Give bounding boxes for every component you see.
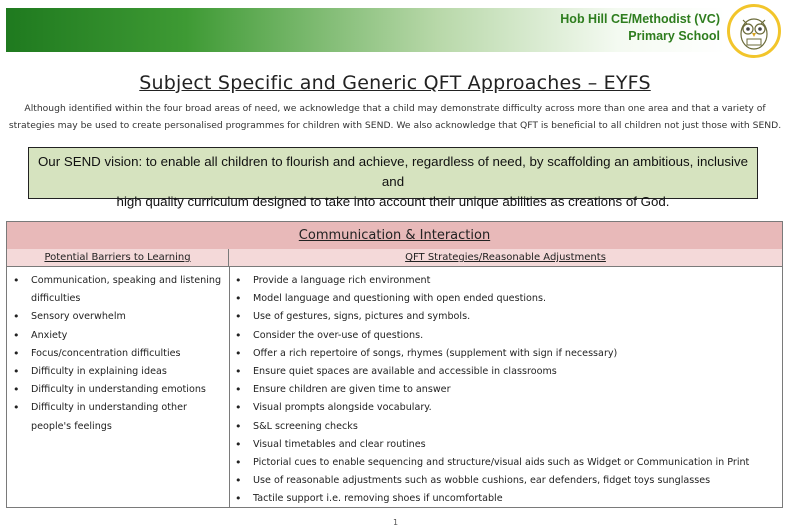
vision-box <box>28 147 758 209</box>
strategy-item: • Ensure quiet spaces are available and accessible in classrooms <box>235 363 775 381</box>
page-title: Subject Specific and Generic QFT Approaches – EYFS <box>139 72 651 94</box>
vision-line2: high quality curriculum designed to take into account their unique abilities as creations of God. <box>116 194 670 209</box>
section-title: Communication & Interaction <box>7 222 782 250</box>
strategy-item: • Use of reasonable adjustments such as wobble cushions, ear defenders, fidget toys sunglasses <box>235 472 775 490</box>
school-name <box>560 11 720 45</box>
barriers-header: Potential Barriers to Learning <box>7 249 229 267</box>
strategies-list <box>235 272 775 509</box>
school-name-line1: Hob Hill CE/Methodist (VC) <box>560 12 720 26</box>
barrier-item: • Difficulty in understanding other people's feelings <box>13 399 225 435</box>
strategy-item: • Visual prompts alongside vocabulary. <box>235 399 775 417</box>
barrier-item: • Communication, speaking and listening difficulties <box>13 272 225 308</box>
barrier-item: • Difficulty in understanding emotions <box>13 381 225 399</box>
barrier-item: • Anxiety <box>13 327 225 345</box>
column-divider <box>229 267 230 507</box>
school-name-line2: Primary School <box>628 29 720 43</box>
strategy-item: • Consider the over-use of questions. <box>235 327 775 345</box>
vision-line1: Our SEND vision: to enable all children to flourish and achieve, regardless of need, by scaffolding an ambitious, inclusive and <box>37 154 749 189</box>
qft-table <box>6 221 783 508</box>
school-logo <box>727 4 781 58</box>
intro-paragraph: Although identified within the four broad areas of need, we acknowledge that a child may demonstrate difficulty across more than one area and that a variety of strategies may be used to create personalised programmes for children with SEND. We also acknowledge that QFT is beneficial to all children not just those with SEND. <box>8 103 782 131</box>
page-number: 1 <box>393 518 399 527</box>
strategy-item: • Model language and questioning with open ended questions. <box>235 290 775 308</box>
strategy-item: • Pictorial cues to enable sequencing and structure/visual aids such as Widget or Communication in Print <box>235 454 775 472</box>
strategy-item: • Provide a language rich environment <box>235 272 775 290</box>
strategies-header: QFT Strategies/Reasonable Adjustments <box>229 249 782 267</box>
strategy-item: • Use of gestures, signs, pictures and symbols. <box>235 308 775 326</box>
barrier-item: • Difficulty in explaining ideas <box>13 363 225 381</box>
strategy-item: • Offer a rich repertoire of songs, rhymes (supplement with sign if necessary) <box>235 345 775 363</box>
barrier-item: • Sensory overwhelm <box>13 308 225 326</box>
strategy-item: • Tactile support i.e. removing shoes if uncomfortable <box>235 490 775 508</box>
strategy-item: • S&L screening checks <box>235 418 775 436</box>
strategy-item: • Ensure children are given time to answer <box>235 381 775 399</box>
strategy-item: • Visual timetables and clear routines <box>235 436 775 454</box>
owl-icon <box>736 12 772 52</box>
barriers-list <box>13 272 225 436</box>
barrier-item: • Focus/concentration difficulties <box>13 345 225 363</box>
